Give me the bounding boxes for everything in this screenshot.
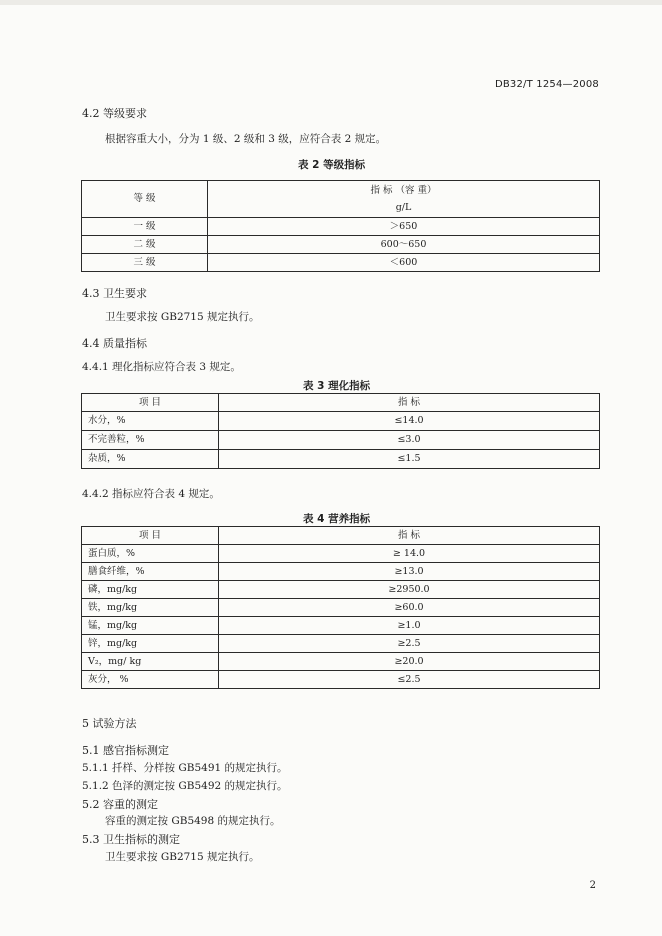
table-row xyxy=(82,563,600,581)
table-row xyxy=(82,254,600,272)
table-4-caption: 表 4 营养指标 xyxy=(303,513,371,525)
table-cell-item: 锰，mg/kg xyxy=(82,617,219,635)
table-row xyxy=(82,236,600,254)
table-cell-value: ≥60.0 xyxy=(219,599,600,617)
section-4-4-2-text: 4.4.2 指标应符合表 4 规定。 xyxy=(82,488,220,500)
table-cell-item: 锌，mg/kg xyxy=(82,635,219,653)
table-cell-item: 磷，mg/kg xyxy=(82,581,219,599)
table-2-grade xyxy=(81,180,600,272)
table-cell-item: V₂，mg/ kg xyxy=(82,653,219,671)
table-cell-value: ≤2.5 xyxy=(219,671,600,689)
table-cell-grade: 二 级 xyxy=(82,236,208,254)
standard-code: DB32/T 1254—2008 xyxy=(494,79,599,90)
table-cell-value: ＜600 xyxy=(208,254,600,272)
table-cell-item: 灰分， % xyxy=(82,671,219,689)
table-cell-value: ≥1.0 xyxy=(219,617,600,635)
table-4-head-item: 项 目 xyxy=(82,527,219,545)
table-cell-value: ≥ 14.0 xyxy=(219,545,600,563)
table-row xyxy=(82,545,600,563)
section-4-2-heading: 4.2 等级要求 xyxy=(82,107,147,120)
table-cell-value: ≤1.5 xyxy=(219,450,600,469)
section-5-3-text: 卫生要求按 GB2715 规定执行。 xyxy=(105,851,260,863)
table-2-head-index xyxy=(208,181,600,218)
table-row xyxy=(82,581,600,599)
table-cell-value: ＞650 xyxy=(208,218,600,236)
table-4-nutrition xyxy=(81,526,600,689)
table-row xyxy=(82,450,600,469)
table-3-head-index: 指 标 xyxy=(219,394,600,412)
table-row xyxy=(82,635,600,653)
table-row xyxy=(82,599,600,617)
table-2-head-index-unit: g/L xyxy=(395,201,412,213)
table-2-head-index-line1: 指 标 （容 重） xyxy=(370,185,437,196)
table-3-head-item: 项 目 xyxy=(82,394,219,412)
table-2-caption: 表 2 等级指标 xyxy=(298,159,366,171)
section-4-4-1-text: 4.4.1 理化指标应符合表 3 规定。 xyxy=(82,361,241,373)
table-cell-value: ≥2950.0 xyxy=(219,581,600,599)
table-cell-item: 蛋白质，% xyxy=(82,545,219,563)
section-4-2-text: 根据容重大小，分为 1 级、2 级和 3 级，应符合表 2 规定。 xyxy=(105,133,387,145)
table-cell-grade: 一 级 xyxy=(82,218,208,236)
section-4-4-heading: 4.4 质量指标 xyxy=(82,337,147,350)
section-5-2-text: 容重的测定按 GB5498 的规定执行。 xyxy=(105,815,281,827)
table-row xyxy=(82,653,600,671)
section-5-1-1-text: 5.1.1 扦样、分样按 GB5491 的规定执行。 xyxy=(82,762,288,774)
table-cell-value: 600～650 xyxy=(208,236,600,254)
scan-edge xyxy=(0,0,662,5)
table-2-head-grade: 等 级 xyxy=(82,181,208,218)
table-cell-item: 膳食纤维，% xyxy=(82,563,219,581)
table-cell-value: ≤14.0 xyxy=(219,412,600,431)
table-cell-grade: 三 级 xyxy=(82,254,208,272)
table-row xyxy=(82,412,600,431)
section-5-2-heading: 5.2 容重的测定 xyxy=(82,798,158,811)
table-cell-value: ≤3.0 xyxy=(219,431,600,450)
table-row xyxy=(82,431,600,450)
section-4-3-heading: 4.3 卫生要求 xyxy=(82,287,147,300)
table-cell-item: 杂质，% xyxy=(82,450,219,469)
table-3-caption: 表 3 理化指标 xyxy=(303,380,371,392)
table-cell-item: 不完善粒，% xyxy=(82,431,219,450)
table-cell-item: 铁，mg/kg xyxy=(82,599,219,617)
section-4-3-text: 卫生要求按 GB2715 规定执行。 xyxy=(105,311,260,323)
table-cell-value: ≥13.0 xyxy=(219,563,600,581)
table-cell-value: ≥2.5 xyxy=(219,635,600,653)
table-cell-value: ≥20.0 xyxy=(219,653,600,671)
table-cell-item: 水分，% xyxy=(82,412,219,431)
table-row xyxy=(82,671,600,689)
section-5-1-2-text: 5.1.2 色泽的测定按 GB5492 的规定执行。 xyxy=(82,780,288,792)
page-number: 2 xyxy=(589,880,596,891)
section-5-1-heading: 5.1 感官指标测定 xyxy=(82,744,169,757)
section-5-3-heading: 5.3 卫生指标的测定 xyxy=(82,833,180,846)
section-5-heading: 5 试验方法 xyxy=(82,717,137,730)
table-row xyxy=(82,218,600,236)
table-3-physchem xyxy=(81,393,600,469)
table-4-head-index: 指 标 xyxy=(219,527,600,545)
table-row xyxy=(82,617,600,635)
